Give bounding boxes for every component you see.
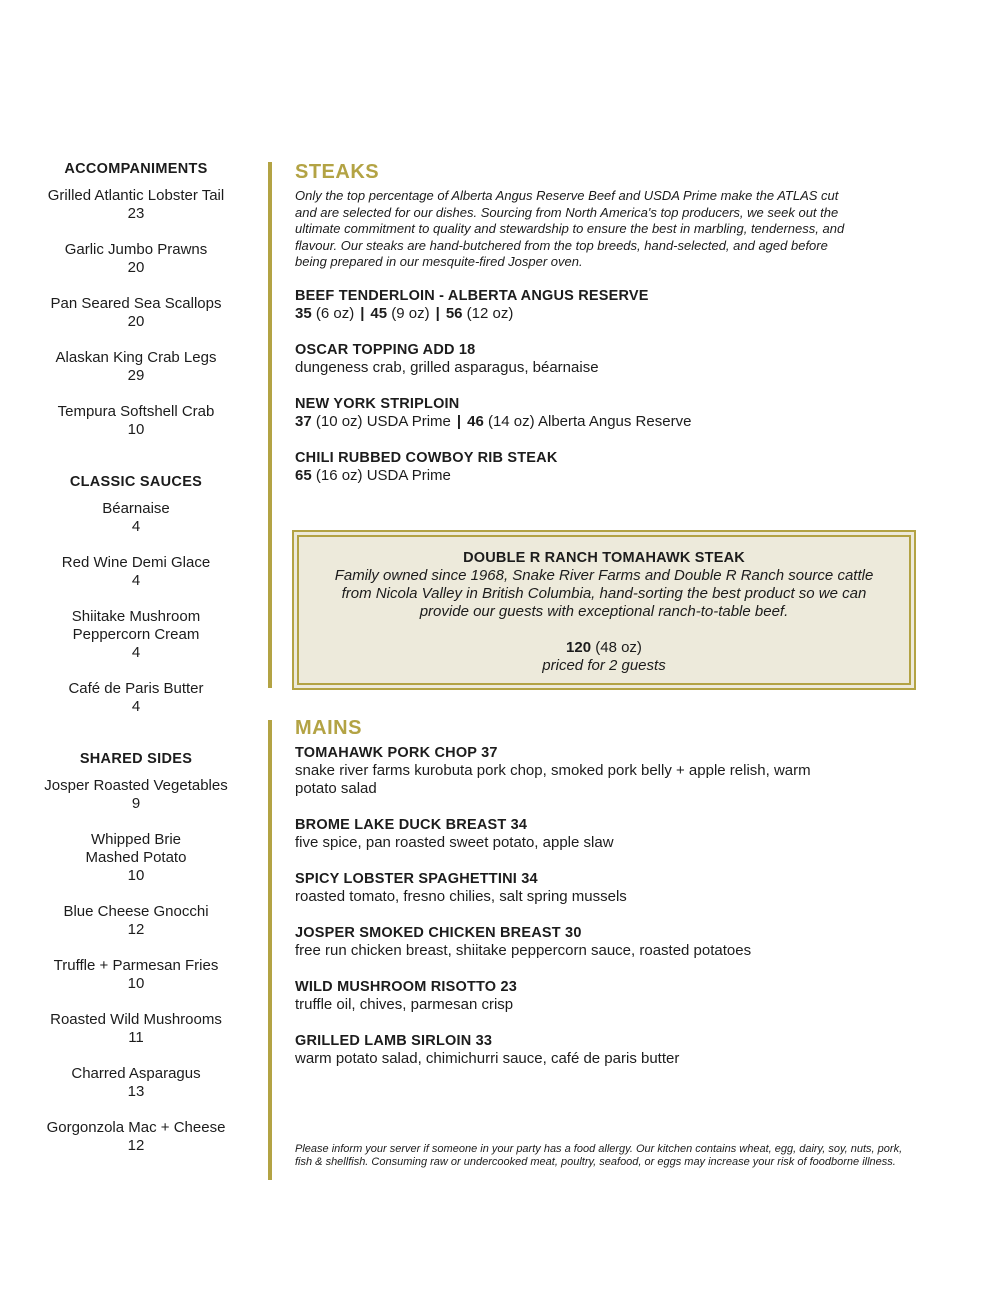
item-name: Red Wine Demi Glace: [61, 554, 211, 571]
item-price: 11: [128, 1029, 144, 1046]
item-title: GRILLED LAMB SIRLOIN 33: [295, 1033, 493, 1049]
item-desc: five spice, pan roasted sweet potato, apple slaw: [295, 834, 614, 851]
item-price: 23: [127, 205, 145, 222]
item-desc: free run chicken breast, shiitake peppercorn sauce, roasted potatoes: [295, 942, 752, 959]
item-title: OSCAR TOPPING ADD 18: [295, 341, 476, 358]
price: 37: [295, 412, 312, 430]
list-item: [20, 680, 252, 716]
separator: |: [456, 412, 462, 430]
list-item: [20, 241, 252, 277]
item-desc: roasted tomato, fresno chilies, salt spring mussels: [295, 888, 627, 905]
item-name: Josper Roasted Vegetables: [44, 777, 228, 794]
list-item: [20, 1011, 252, 1047]
list-item: [20, 500, 252, 536]
item-price: 13: [127, 1083, 145, 1100]
item-prices: [295, 305, 935, 323]
mains-title: MAINS: [295, 717, 362, 739]
list-item: [20, 903, 252, 939]
item-name: Tempura Softshell Crab: [57, 403, 215, 420]
mains-section: [295, 716, 935, 1086]
item-name: Gorgonzola Mac + Cheese: [46, 1119, 226, 1136]
item-price: 20: [127, 259, 145, 276]
item-desc: dungeness crab, grilled asparagus, béarnaise: [295, 358, 599, 376]
item-price: 12: [127, 921, 145, 938]
menu-item-oscar: [295, 341, 935, 377]
item-name: Grilled Atlantic Lobster Tail: [47, 187, 225, 204]
item-prices: [295, 413, 935, 431]
steaks-title: STEAKS: [295, 161, 380, 183]
sauces-section: [20, 473, 252, 716]
item-name: Pan Seared Sea Scallops: [50, 295, 222, 312]
steaks-section: [295, 160, 935, 503]
item-desc: snake river farms kurobuta pork chop, smoked pork belly + apple relish, warm potato salad: [295, 762, 811, 797]
item-desc: truffle oil, chives, parmesan crisp: [295, 996, 514, 1013]
price: 35: [295, 304, 312, 322]
item-price: 4: [131, 698, 141, 715]
item-price: 4: [131, 644, 141, 661]
feature-note: priced for 2 guests: [542, 657, 666, 674]
item-price: 10: [127, 421, 145, 438]
item-price: 10: [127, 975, 145, 992]
list-item: [20, 608, 252, 662]
left-column: [20, 160, 252, 1189]
menu-item: [295, 870, 935, 906]
price: 65: [295, 466, 312, 484]
accompaniments-section: [20, 160, 252, 439]
list-item: [20, 777, 252, 813]
item-title: JOSPER SMOKED CHICKEN BREAST 30: [295, 925, 582, 941]
menu-item: [295, 978, 935, 1014]
tomahawk-feature-box: [292, 530, 916, 690]
list-item: [20, 187, 252, 223]
menu-item: [295, 744, 935, 798]
menu-item: [295, 816, 935, 852]
item-prices: [295, 467, 935, 485]
price: 45: [370, 304, 388, 322]
feature-size: (48 oz): [591, 639, 642, 656]
separator: |: [435, 304, 440, 322]
list-item: [20, 554, 252, 590]
item-desc: warm potato salad, chimichurri sauce, café de paris butter: [295, 1050, 680, 1067]
item-name: Garlic Jumbo Prawns: [64, 241, 208, 258]
mains-divider: [268, 720, 272, 1180]
item-name: Café de Paris Butter: [68, 680, 204, 697]
item-price: 10: [127, 867, 145, 884]
item-name: Whipped Brie Mashed Potato: [85, 831, 187, 866]
item-title: CHILI RUBBED COWBOY RIB STEAK: [295, 449, 558, 466]
feature-desc: Family owned since 1968, Snake River Farms and Double R Ranch source cattle from Nicola Valley in British Columbia, hand-sorting the best product so we can provide our guests with exceptional ranch-to-table beef.: [334, 567, 874, 620]
allergy-footnote: Please inform your server if someone in your party has a food allergy. Our kitchen contains wheat, egg, dairy, soy, nuts, pork, fish & shellfish. Consuming raw or undercooked meat, poultry, seafood, or eggs may increase your risk of foodborne illness.: [295, 1143, 903, 1168]
item-name: Charred Asparagus: [71, 1065, 201, 1082]
item-title: BEEF TENDERLOIN - ALBERTA ANGUS RESERVE: [295, 287, 649, 304]
steaks-intro: Only the top percentage of Alberta Angus Reserve Beef and USDA Prime make the ATLAS cut and are selected for our dishes. Sourcing from North America's top producers, we seek out the ultimate commitment to quality and stewardship to ensure the best in marbling, tenderness, and flavour. Our steaks are hand-butchered from the top breeds, hand-selected, and aged before being prepared in our mesquite-fired Josper oven.: [295, 188, 845, 269]
item-title: BROME LAKE DUCK BREAST 34: [295, 817, 528, 833]
list-item: [20, 1119, 252, 1155]
item-name: Truffle + Parmesan Fries: [53, 957, 219, 974]
item-name: Roasted Wild Mushrooms: [50, 1011, 222, 1028]
size: (9 oz): [387, 304, 430, 322]
list-item: [20, 295, 252, 331]
item-name: Shiitake Mushroom Peppercorn Cream: [71, 608, 201, 643]
sides-heading: SHARED SIDES: [79, 751, 193, 767]
menu-item: [295, 924, 935, 960]
accompaniments-heading: ACCOMPANIMENTS: [64, 161, 208, 177]
price: 56: [445, 304, 463, 322]
sauces-heading: CLASSIC SAUCES: [69, 474, 203, 490]
menu-item: [295, 1032, 935, 1068]
feature-inner: [297, 535, 911, 685]
size: (10 oz) USDA Prime: [311, 412, 451, 430]
list-item: [20, 349, 252, 385]
item-price: 29: [127, 367, 145, 384]
item-price: 9: [131, 795, 141, 812]
list-item: [20, 957, 252, 993]
item-title: WILD MUSHROOM RISOTTO 23: [295, 979, 518, 995]
steaks-divider: [268, 162, 272, 688]
item-price: 4: [131, 572, 141, 589]
menu-item-tenderloin: [295, 287, 935, 323]
item-price: 4: [131, 518, 141, 535]
menu-item-striploin: [295, 395, 935, 431]
feature-price-line: [299, 639, 909, 657]
feature-title: DOUBLE R RANCH TOMAHAWK STEAK: [463, 550, 745, 566]
size: (6 oz): [311, 304, 355, 322]
item-name: Blue Cheese Gnocchi: [63, 903, 209, 920]
item-price: 12: [127, 1137, 145, 1154]
list-item: [20, 1065, 252, 1101]
size: (12 oz): [462, 304, 514, 322]
item-name: Alaskan King Crab Legs: [55, 349, 217, 366]
feature-price: 120: [566, 639, 592, 656]
menu-item-cowboy: [295, 449, 935, 485]
sides-section: [20, 750, 252, 1155]
item-price: 20: [127, 313, 145, 330]
list-item: [20, 403, 252, 439]
item-title: NEW YORK STRIPLOIN: [295, 395, 460, 412]
item-title: SPICY LOBSTER SPAGHETTINI 34: [295, 871, 538, 887]
list-item: [20, 831, 252, 885]
size: (16 oz) USDA Prime: [311, 466, 451, 484]
separator: |: [360, 304, 365, 322]
item-title: TOMAHAWK PORK CHOP 37: [295, 745, 498, 761]
item-name: Béarnaise: [102, 500, 170, 517]
size: (14 oz) Alberta Angus Reserve: [483, 412, 692, 430]
price: 46: [467, 412, 484, 430]
